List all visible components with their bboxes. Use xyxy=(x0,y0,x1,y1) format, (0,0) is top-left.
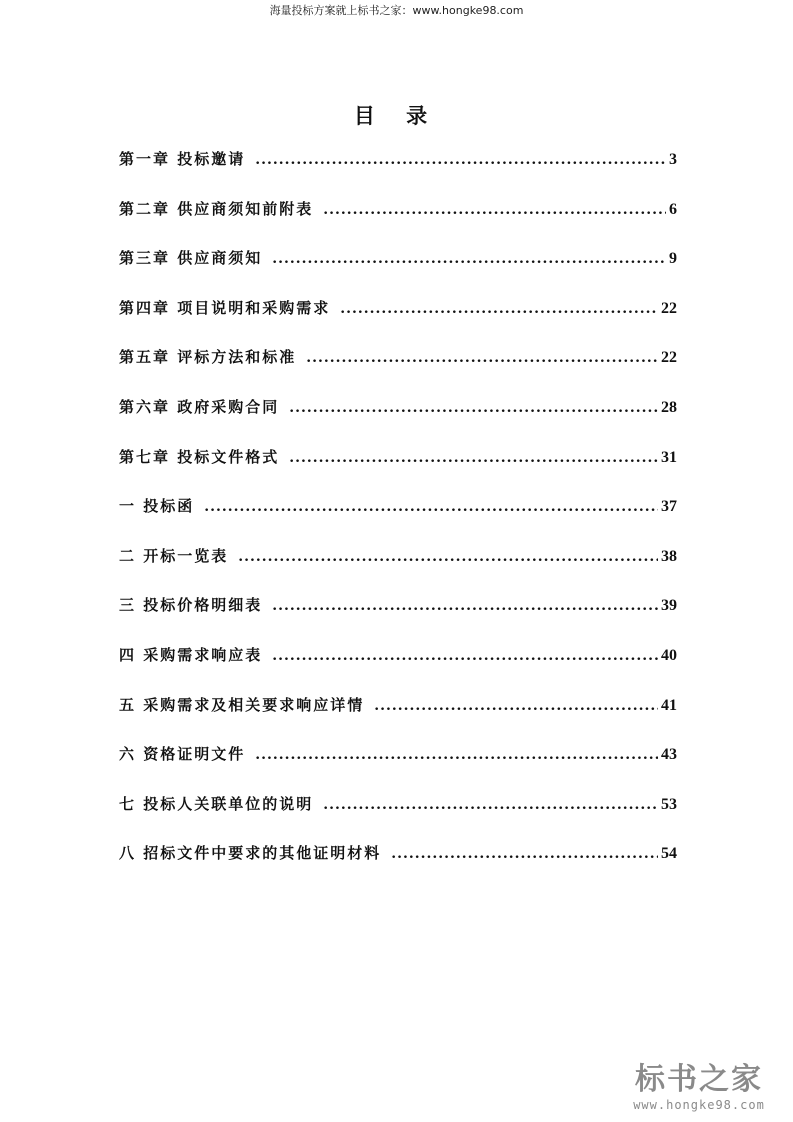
toc-entry-page: 31 xyxy=(661,448,677,466)
toc-entry[interactable] xyxy=(119,839,677,889)
toc-entry-page: 9 xyxy=(669,250,677,268)
toc-leader-dots xyxy=(255,741,658,769)
toc-entry-label: 三 投标价格明细表 xyxy=(119,596,263,615)
toc-leader-dots xyxy=(272,642,658,670)
toc-leader-dots xyxy=(238,543,658,571)
toc-entry-label: 四 采购需求响应表 xyxy=(119,645,263,664)
toc-entry[interactable] xyxy=(119,145,677,195)
toc-entry-page: 43 xyxy=(661,746,677,764)
toc-entry-label: 六 资格证明文件 xyxy=(119,745,246,764)
toc-entry-label: 八 招标文件中要求的其他证明材料 xyxy=(119,844,382,863)
toc-entry-label: 一 投标函 xyxy=(119,497,195,516)
toc-leader-dots xyxy=(255,146,666,174)
toc-entry-page: 39 xyxy=(661,597,677,615)
toc-leader-dots xyxy=(374,692,658,720)
watermark-logo: 标书之家 xyxy=(635,1062,763,1097)
toc-entry-page: 22 xyxy=(661,299,677,317)
toc-leader-dots xyxy=(289,394,658,422)
toc-leader-dots xyxy=(306,344,658,372)
toc-entry-label: 第七章 投标文件格式 xyxy=(119,447,280,466)
toc-leader-dots xyxy=(323,196,666,224)
toc-leader-dots xyxy=(340,295,658,323)
toc-entry-page: 28 xyxy=(661,398,677,416)
toc-entry-label: 第二章 供应商须知前附表 xyxy=(119,199,314,218)
toc-leader-dots xyxy=(323,791,658,819)
toc-entry[interactable] xyxy=(119,195,677,245)
toc-entry[interactable] xyxy=(119,294,677,344)
toc-leader-dots xyxy=(289,444,658,472)
toc-entry-label: 七 投标人关联单位的说明 xyxy=(119,794,314,813)
toc-entry-label: 第一章 投标邀请 xyxy=(119,150,246,168)
toc-entry[interactable] xyxy=(119,244,677,294)
toc-entry-page: 37 xyxy=(661,498,677,516)
toc-entry[interactable] xyxy=(119,393,677,443)
toc-entry[interactable] xyxy=(119,591,677,641)
toc-entry-label: 第四章 项目说明和采购需求 xyxy=(119,298,331,317)
toc-entry[interactable] xyxy=(119,343,677,393)
toc-entry-page: 41 xyxy=(661,696,677,714)
toc-entry-page: 22 xyxy=(661,349,677,367)
toc-entry[interactable] xyxy=(119,542,677,592)
toc-entry-label: 第六章 政府采购合同 xyxy=(119,397,280,416)
toc-entry-page: 6 xyxy=(669,200,677,218)
toc-leader-dots xyxy=(391,840,658,868)
toc-leader-dots xyxy=(272,592,658,620)
toc-entry[interactable] xyxy=(119,492,677,542)
page-title: 目 录 xyxy=(353,103,440,128)
page-header: 海量投标方案就上标书之家：www.hongke98.com xyxy=(269,4,524,17)
site-watermark xyxy=(619,1062,779,1112)
table-of-contents xyxy=(119,145,677,889)
toc-entry-page: 38 xyxy=(661,547,677,565)
toc-entry-page: 54 xyxy=(661,845,677,863)
toc-entry[interactable] xyxy=(119,790,677,840)
toc-entry-label: 五 采购需求及相关要求响应详情 xyxy=(119,695,365,714)
toc-entry[interactable] xyxy=(119,641,677,691)
toc-entry-label: 第五章 评标方法和标准 xyxy=(119,348,297,367)
toc-leader-dots xyxy=(272,245,666,273)
toc-entry-page: 40 xyxy=(661,646,677,664)
toc-entry-page: 53 xyxy=(661,795,677,813)
toc-leader-dots xyxy=(204,493,658,521)
toc-entry[interactable] xyxy=(119,691,677,741)
toc-entry-page: 3 xyxy=(669,151,677,168)
watermark-url: www.hongke98.com xyxy=(633,1098,765,1112)
toc-entry[interactable] xyxy=(119,740,677,790)
toc-entry-label: 二 开标一览表 xyxy=(119,546,229,565)
toc-entry-label: 第三章 供应商须知 xyxy=(119,249,263,268)
toc-entry[interactable] xyxy=(119,443,677,493)
